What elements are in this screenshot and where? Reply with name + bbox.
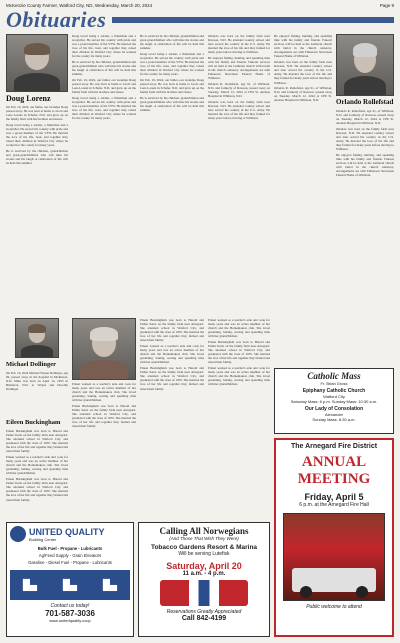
ad-fire-date: Friday, April 5 [304, 492, 364, 502]
obit-text: Orlando was born on the family farm near Rawson, N.D. He attended country school and later served his country in the U.S. Army. He married the love of his life and they farmed for many years before moving to Williston. [336, 126, 394, 152]
section-banner [6, 9, 394, 31]
truck-icon: █▄ [102, 579, 118, 591]
obit-column-4 [208, 34, 270, 314]
ad-tobacco-date: Saturday, April 20 [166, 561, 242, 571]
ad-tobacco-time: 11 a.m. - 4 p.m. [182, 571, 226, 577]
obit-text: Doug loved being a soldier, a fisherman and a storyteller. He served his country with pride and was a proud member of the VFW. He married the love of his life, Jean, and together they raised their children in Watford City where he worked for the county for many years. [140, 51, 204, 77]
ad-united-subtitle: Building Center [29, 536, 57, 542]
ad-mass-church1: Epiphany Catholic Church [302, 388, 366, 394]
obit-column-3b [140, 318, 204, 518]
obit-name-buckingham: Eileen Buckingham [6, 419, 61, 426]
fire-truck-photo [283, 513, 385, 601]
ad-united-title: UNITED QUALITY [29, 526, 105, 537]
obit-text: On Feb. 19, 2024, our father, our Grandpa Doug passed away. He was born at home to Jacob and Lena Lorenz in Schafer, N.D. and grew up on the family farm with his brothers and sisters. [140, 77, 204, 95]
obit-text: Eileen Buckingham was born to Harold and Esther Karst on the family farm near Arnegard. She attended school in Watford City, and graduated with the class of 1955. She married the love of her life and together they farmed and raised their family. [140, 366, 204, 391]
ad-united-quality [6, 522, 134, 637]
obit-photo-buckingham [72, 318, 136, 380]
obit-text: Eileen Buckingham was born to Harold and Esther Karst on the family farm near Arnegard. She attended school in Watford City, and graduated with the class of 1955. She married the love of her life and together they farmed and raised their family. [6, 429, 68, 454]
ad-tobacco-subtitle: (And Those That Wish They Were) [169, 536, 239, 541]
obit-column-4b [208, 318, 270, 518]
obit-text: He is survived by his children, grandchildren and great-grandchildren who will miss his stories and his laugh. A celebration of life will be held this summer. [140, 95, 204, 113]
ad-fire-title: The Arnegard Fire District [290, 443, 378, 450]
obit-column-6 [336, 34, 394, 364]
obit-text: Doug loved being a soldier, a fisherman and a storyteller. He served his country with pride and was a proud member of the VFW. He married the love of his life, Jean, and together they raised their children in Watford City where he worked for the county for many years. [72, 95, 136, 121]
obit-text: Eileen worked as a teacher's aide and cook for many years and was an active member of her church and the Homemakers club. She loved gardening, baking, sewing and spending time with her grandchildren. [208, 366, 270, 387]
obit-text: On Feb. 16, 2024 Michael Wayne Dollinger, age 69, passed away in the hospital in Dickinson, N.D. Mike was born on April 14, 1955 in Bismarck, N.D. to Wayne and Dorothy Dollinger. [6, 371, 68, 392]
ad-united-line3: Gasoline - Diesel Fuel - Propane - Lubricants [28, 560, 112, 565]
ad-arnegard-fire [274, 438, 394, 637]
obit-text: He is survived by his children, grandchildren and great-grandchildren who will miss his stories and his laugh. A celebration of life will be held this summer. [6, 148, 68, 166]
ad-tobacco-title: Calling All Norwegians [159, 526, 249, 536]
obit-column-2b [72, 318, 136, 518]
ad-tobacco-reserve: Reservations Greatly Appreciated [166, 609, 242, 615]
ad-united-trucks [10, 570, 130, 600]
obit-column-2 [72, 34, 136, 314]
section-title: Obituaries [6, 7, 107, 32]
obit-text: Orlando was born on the family farm near Rawson, N.D. He attended country school and later served his country in the U.S. Army. He married the love of his life and they farmed for many years before moving to Williston. [274, 60, 332, 85]
united-logo-icon [10, 526, 26, 542]
ad-tobacco-line: Will be serving Lutefisk [178, 551, 230, 557]
obit-name-dollinger: Michael Dollinger [6, 361, 57, 368]
ad-catholic-mass [274, 368, 394, 434]
ad-mass-times2: Sunday Mass: 8:30 a.m. [312, 417, 356, 422]
obit-photo-rollefstad [336, 34, 394, 96]
obit-column-1 [6, 34, 68, 314]
obit-column-3 [140, 34, 204, 314]
ad-mass-church1-loc: Watford City [323, 394, 345, 399]
ad-tobacco-gardens [138, 522, 270, 637]
obit-column-5 [274, 34, 332, 364]
ad-fire-place: 6 p.m. at the Arnegard Fire Hall [299, 502, 369, 508]
obit-text: Eileen worked as a teacher's aide and cook for many years and was an active member of her church and the Homemakers club. She loved gardening, baking, sewing and spending time with her grandchildren. [140, 344, 204, 365]
truck-icon: █▄ [62, 579, 78, 591]
ad-mass-subtitle: Fr. Brian Gross [320, 381, 348, 386]
obit-text: Eileen Buckingham was born to Harold and Esther Karst on the family farm near Arnegard. She attended school in Watford City, and graduated with the class of 1955. She married the love of her life and together they farmed and raised their family. [140, 318, 204, 343]
obit-text: Eileen worked as a teacher's aide and cook for many years and was an active member of her church and the Homemakers club. She loved gardening, baking, sewing and spending time with her grandchildren. [72, 382, 136, 403]
ad-united-web: www.unitedquality.coop [49, 618, 91, 623]
ad-united-line2: Ag/Feed Supply - Grain Elevators [38, 553, 102, 558]
ad-tobacco-event: Tobacco Gardens Resort & Marina [150, 544, 258, 551]
ad-fire-subtitle: ANNUAL [301, 454, 367, 470]
obit-text: Orlando was born on the family farm near Rawson, N.D. He attended country school and later served his country in the U.S. Army. He married the love of his life and they farmed for many years before moving to Williston. [208, 99, 270, 121]
obit-text: He enjoyed fishing, hunting, and spending time with his family and friends. Funeral services will be held at the Lutheran church with burial in the church cemetery. Arrangements are with Fulkerson Stevenson Funeral Home of Williston. [208, 55, 270, 81]
ad-fire-note: Public welcome to attend [306, 604, 362, 610]
ad-united-contact: Contact us today! [50, 603, 90, 609]
obit-text: Doug loved being a soldier, a fisherman and a storyteller. He served his country with pride and was a proud member of the VFW. He married the love of his life, Jean, and together they raised their children in Watford City where he worked for the county for many years. [6, 122, 68, 148]
banner-rule [112, 17, 394, 23]
obit-text: Orlando R. Rollefstad, age 91, of Williston, N.D. and formerly of Rawson, passed away on Tuesday, March 12, 2024 at CHI St. Alexius Hospital in Williston, N.D. [274, 86, 332, 103]
page-number: Page 9 [379, 3, 394, 8]
ad-fire-subtitle2: MEETING [297, 471, 371, 487]
obit-text: On Feb. 19, 2024, our father, our Grandpa Doug passed away. He was born at home to Jacob and Lena Lorenz in Schafer, N.D. and grew up on the family farm with his brothers and sisters. [72, 77, 136, 95]
obit-text: Eileen Buckingham was born to Harold and Esther Karst on the family farm near Arnegard. She attended school in Watford City, and graduated with the class of 1955. She married the love of her life and together they farmed and raised their family. [6, 477, 68, 502]
obit-text: He enjoyed fishing, hunting, and spending time with his family and friends. Funeral services will be held at the Lutheran church with burial in the church cemetery. Arrangements are with Fulkerson Stevenson Funeral Home of Williston. [274, 34, 332, 59]
ad-mass-times1: Saturday Mass: 6 p.m. Sunday Mass: 10:30 a.m. [290, 399, 378, 404]
obit-name-rollefstad: Orlando Rollefstad [336, 98, 394, 106]
obit-text: Eileen worked as a teacher's aide and cook for many years and was an active member of her church and the Homemakers club. She loved gardening, baking, sewing and spending time with her grandchildren. [208, 318, 270, 339]
ad-tobacco-phone: Call 842-4199 [181, 615, 227, 622]
norway-flag-icon [160, 580, 248, 606]
obit-text: Eileen Buckingham was born to Harold and Esther Karst on the family farm near Arnegard. She attended school in Watford City, and graduated with the class of 1955. She married the love of her life and together they farmed and raised their family. [72, 403, 136, 429]
truck-icon: █▄ [22, 579, 38, 591]
obit-text: He enjoyed fishing, hunting, and spending time with his family and friends. Funeral services will be held at the Lutheran church with burial in the church cemetery. Arrangements are with Fulkerson Stevenson Funeral Home of Williston. [336, 152, 394, 178]
obit-text: Orlando R. Rollefstad, age 91, of Williston, N.D. and formerly of Rawson, passed away on Tuesday, March 12, 2024 at CHI St. Alexius Hospital in Williston, N.D. [336, 109, 394, 126]
ad-mass-title: Catholic Mass [307, 371, 361, 381]
obit-text: On Feb. 19, 2024, our father, our Grandpa Doug passed away. He was born at home to Jacob and Lena Lorenz in Schafer, N.D. and grew up on the family farm with his brothers and sisters. [6, 105, 68, 122]
obit-text: Doug loved being a soldier, a fisherman and a storyteller. He served his country with pride and was a proud member of the VFW. He married the love of his life, Jean, and together they raised their children in Watford City where he worked for the county for many years. [72, 34, 136, 59]
obit-photo-lorenz [6, 34, 68, 92]
obit-text: He is survived by his children, grandchildren and great-grandchildren who will miss his stories and his laugh. A celebration of life will be held this summer. [140, 34, 204, 51]
obit-dollinger [6, 318, 68, 413]
obit-text: Orlando R. Rollefstad, age 91, of Williston, N.D. and formerly of Rawson, passed away on Tuesday, March 12, 2024 at CHI St. Alexius Hospital in Williston, N.D. [208, 82, 270, 99]
obit-text: Orlando was born on the family farm near Rawson, N.D. He attended country school and later served his country in the U.S. Army. He married the love of his life and they farmed for many years before moving to Williston. [208, 34, 270, 55]
obit-photo-dollinger [15, 318, 59, 358]
ad-mass-church2: Our Lady of Consolation [304, 406, 364, 412]
ad-united-phone: 701-587-3036 [45, 609, 95, 618]
page-info-left: McKenzie County Farmer, Watford City, ND, Wednesday, March 20, 2024 [6, 3, 153, 8]
obit-text: Eileen worked as a teacher's aide and cook for many years and was an active member of her church and the Homemakers club. She loved gardening, baking, sewing and spending time with her grandchildren. [6, 455, 68, 476]
ad-united-line1: Bulk Fuel - Propane - Lubricants [37, 546, 103, 551]
obit-name-lorenz: Doug Lorenz [6, 94, 51, 103]
obit-text: He is survived by his children, grandchildren and great-grandchildren who will miss his stories and his laugh. A celebration of life will be held this summer. [72, 60, 136, 77]
obit-text: Eileen Buckingham was born to Harold and Esther Karst on the family farm near Arnegard. She attended school in Watford City, and graduated with the class of 1955. She married the love of her life and together they farmed and raised their family. [208, 339, 270, 365]
ad-mass-church2-loc: Alexander [324, 412, 343, 417]
